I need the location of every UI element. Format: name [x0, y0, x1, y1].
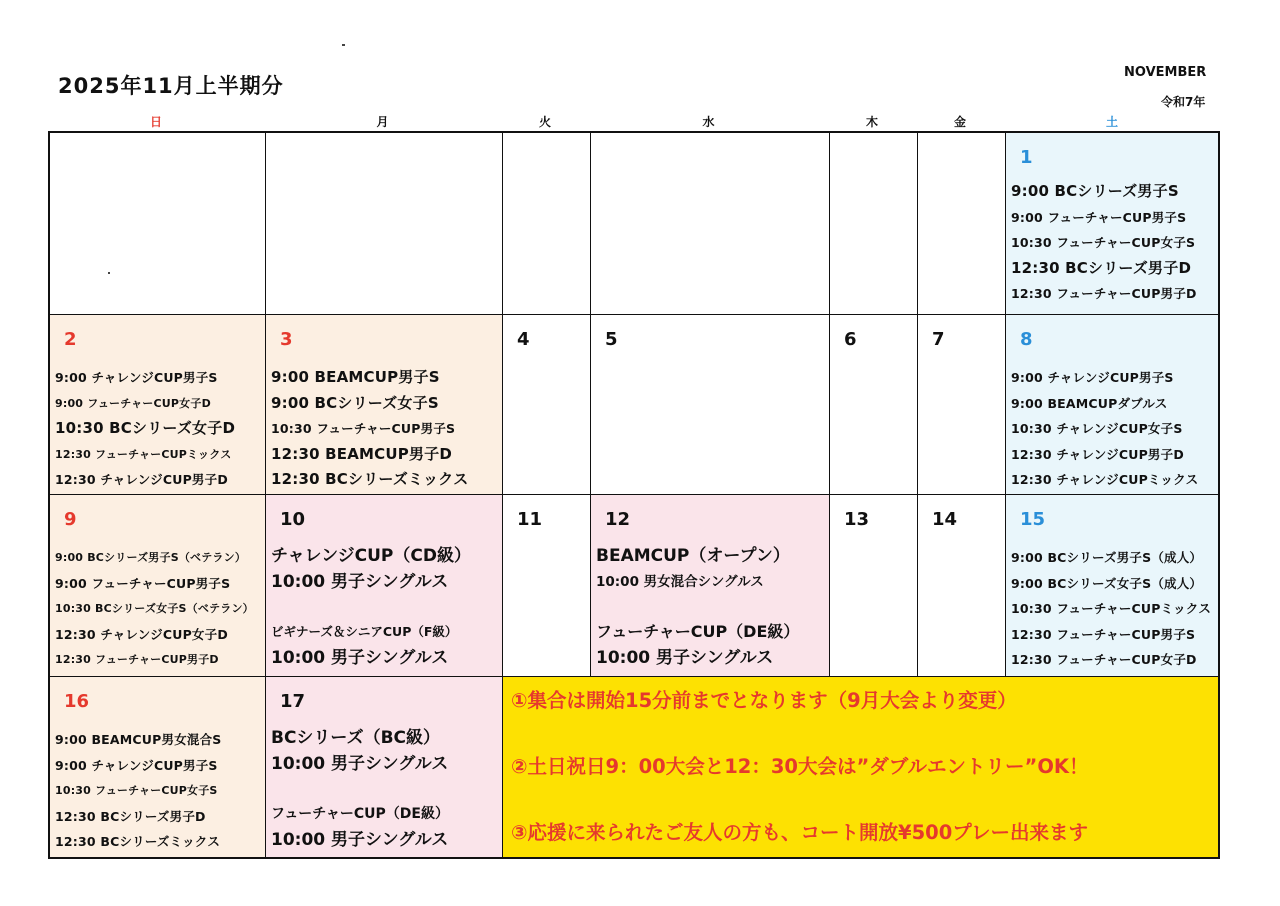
notice-box — [503, 677, 1218, 857]
event-item: 9:00 BCシリーズ女子S — [271, 393, 439, 412]
scan-speck — [108, 272, 110, 274]
event-item: 12:30 チャレンジCUPミックス — [1011, 472, 1199, 487]
event-item: 10:30 BCシリーズ女子D — [55, 419, 236, 437]
weekday-thu: 木 — [865, 115, 878, 129]
event-item: 12:30 フューチャーCUPミックス — [55, 447, 232, 461]
event-item: 10:00 男子シングルス — [596, 648, 774, 668]
day-number: 2 — [64, 329, 77, 350]
day-number: 16 — [64, 691, 90, 712]
empty-cell — [918, 133, 1006, 315]
page-title: 2025年11月上半期分 — [58, 74, 284, 98]
day-cell-16 — [50, 677, 266, 857]
notice-line-2: ②土日祝日9：00大会と12：30大会は”ダブルエントリー”OK！ — [511, 755, 1089, 778]
event-item: 10:30 フューチャーCUP男子S — [271, 421, 456, 436]
event-item: 9:00 BCシリーズ男子S（成人） — [1011, 550, 1203, 565]
calendar-grid — [48, 131, 1220, 859]
day-cell-5 — [591, 315, 830, 495]
day-cell-15 — [1006, 495, 1218, 677]
day-cell-13 — [830, 495, 918, 677]
day-number: 15 — [1020, 509, 1046, 530]
event-item: 10:30 チャレンジCUP女子S — [1011, 421, 1183, 436]
event-item: 9:00 フューチャーCUP男子S — [55, 575, 231, 591]
day-cell-2 — [50, 315, 266, 495]
event-item: 12:30 フューチャーCUP男子D — [1011, 286, 1197, 301]
event-item: 12:30 フューチャーCUP男子D — [55, 653, 219, 666]
day-cell-8 — [1006, 315, 1218, 495]
day-number: 6 — [844, 329, 857, 350]
weekday-sun: 日 — [149, 115, 162, 129]
day-cell-9 — [50, 495, 266, 677]
day-cell-6 — [830, 315, 918, 495]
day-number: 3 — [280, 329, 293, 350]
day-number: 7 — [932, 329, 945, 350]
day-number: 1 — [1020, 147, 1033, 168]
event-item: 12:30 BCシリーズ男子D — [1011, 258, 1192, 277]
event-item: 10:30 フューチャーCUP女子S — [1011, 235, 1196, 250]
event-item: 9:00 チャレンジCUP男子S — [55, 757, 218, 773]
event-item: 9:00 チャレンジCUP男子S — [1011, 370, 1174, 385]
day-number: 11 — [517, 509, 543, 530]
event-item: 10:00 男女混合シングルス — [596, 574, 764, 590]
empty-cell — [266, 133, 503, 315]
day-cell-4 — [503, 315, 591, 495]
event-item: 12:30 BCシリーズ男子D — [55, 808, 206, 824]
event-item: チャレンジCUP（CD級） — [271, 546, 471, 566]
day-number: 13 — [844, 509, 870, 530]
event-item: BEAMCUP（オープン） — [596, 546, 790, 566]
event-item: フューチャーCUP（DE級） — [596, 622, 800, 641]
event-item: 9:00 BCシリーズ男子S（ベテラン） — [55, 551, 247, 564]
day-cell-17 — [266, 677, 503, 857]
weekday-fri: 金 — [953, 115, 966, 129]
day-number: 10 — [280, 509, 306, 530]
event-item: 9:00 フューチャーCUP女子D — [55, 396, 211, 410]
event-item: 12:30 チャレンジCUP男子D — [55, 472, 228, 487]
day-number: 8 — [1020, 329, 1033, 350]
day-cell-7 — [918, 315, 1006, 495]
event-item: 10:00 男子シングルス — [271, 572, 449, 592]
event-item: 10:30 フューチャーCUPミックス — [1011, 601, 1212, 616]
event-item: 10:30 フューチャーCUP女子S — [55, 784, 218, 797]
event-item: 10:00 男子シングルス — [271, 754, 449, 774]
event-item: BCシリーズ（BC級） — [271, 728, 441, 748]
event-item: 12:30 フューチャーCUP女子D — [1011, 652, 1197, 667]
empty-cell — [591, 133, 830, 315]
weekday-mon: 月 — [376, 115, 389, 129]
day-cell-3 — [266, 315, 503, 495]
notice-line-3: ③応援に来られたご友人の方も、コート開放¥500プレー出来ます — [511, 821, 1089, 844]
day-cell-11 — [503, 495, 591, 677]
scan-speck — [342, 44, 345, 46]
event-item: 9:00 BEAMCUPダブルス — [1011, 395, 1168, 411]
day-number: 5 — [605, 329, 618, 350]
notice-line-1: ①集合は開始15分前までとなります（9月大会より変更） — [511, 689, 1017, 712]
empty-cell — [830, 133, 918, 315]
weekday-wed: 水 — [702, 115, 715, 129]
event-item: 12:30 BCシリーズミックス — [271, 470, 469, 488]
event-item: 9:00 BEAMCUP男女混合S — [55, 732, 222, 747]
day-cell-1 — [1006, 133, 1218, 315]
day-number: 12 — [605, 509, 631, 530]
event-item: 9:00 BEAMCUP男子S — [271, 368, 440, 386]
weekday-tue: 火 — [538, 115, 551, 129]
event-item: 12:30 BCシリーズミックス — [55, 834, 221, 849]
event-item: ビギナーズ＆シニアCUP（F級） — [271, 624, 458, 639]
day-number: 14 — [932, 509, 958, 530]
day-number: 9 — [64, 509, 77, 530]
event-item: 9:00 フューチャーCUP男子S — [1011, 209, 1187, 225]
event-item: 12:30 フューチャーCUP男子S — [1011, 626, 1196, 642]
day-cell-14 — [918, 495, 1006, 677]
empty-cell — [503, 133, 591, 315]
event-item: 12:30 チャレンジCUP女子D — [55, 626, 228, 642]
event-item: 9:00 BCシリーズ男子S — [1011, 182, 1179, 200]
event-item: 9:00 BCシリーズ女子S（成人） — [1011, 575, 1203, 591]
day-cell-12 — [591, 495, 830, 677]
event-item: フューチャーCUP（DE級） — [271, 806, 449, 822]
event-item: 9:00 チャレンジCUP男子S — [55, 370, 218, 385]
event-item: 10:00 男子シングルス — [271, 648, 449, 668]
event-item: 10:00 男子シングルス — [271, 830, 449, 850]
event-item: 10:30 BCシリーズ女子S（ベテラン） — [55, 602, 254, 615]
event-item: 12:30 BEAMCUP男子D — [271, 444, 453, 463]
day-cell-10 — [266, 495, 503, 677]
day-number: 17 — [280, 691, 306, 712]
event-item: 12:30 チャレンジCUP男子D — [1011, 446, 1184, 462]
weekday-sat: 土 — [1105, 115, 1118, 129]
month-label: NOVEMBER — [1124, 65, 1207, 80]
era-label: 令和7年 — [1161, 95, 1206, 109]
day-number: 4 — [517, 329, 530, 350]
empty-cell — [50, 133, 266, 315]
